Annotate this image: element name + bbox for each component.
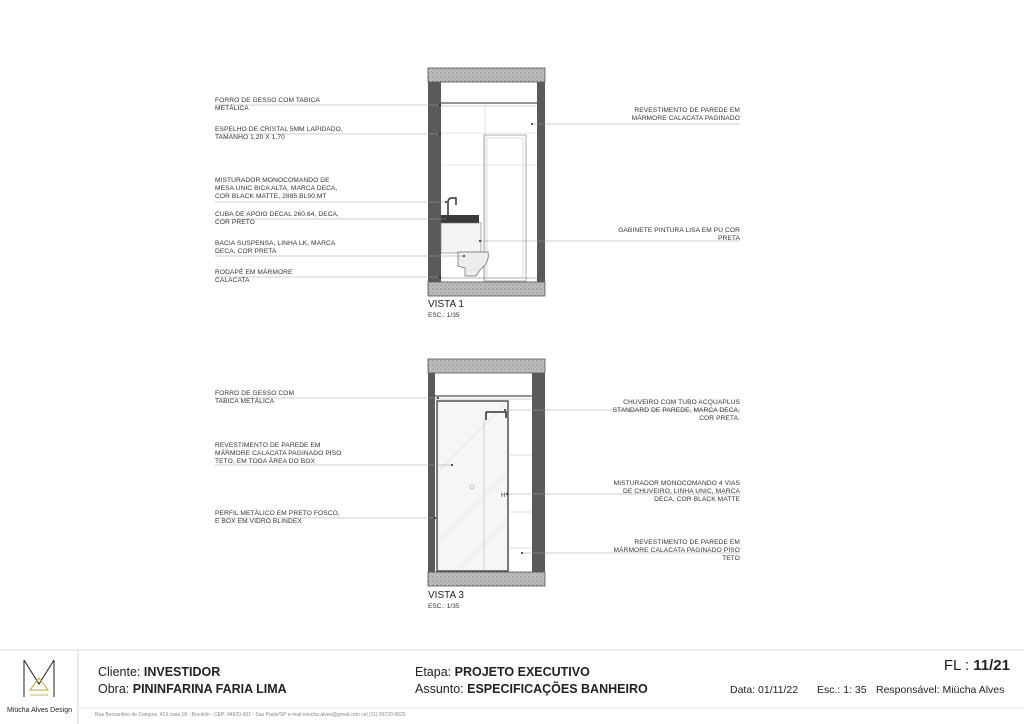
view-scale-vista-3: ESC.: 1/35 (428, 603, 460, 610)
leader-dot (504, 409, 506, 411)
date-field: Data: 01/11/22 (730, 684, 799, 696)
v1-mirror-inner (487, 138, 523, 278)
note-rodape: RODAPÉ EM MÁRMORE CALACATA (215, 269, 293, 284)
view-scale-vista-1: ESC.: 1/35 (428, 312, 460, 319)
v1-slab-bottom (428, 282, 545, 296)
note-espelho: ESPELHO DE CRISTAL 5MM LAPIDADO, TAMANHO 1,20 X 1.70 (215, 126, 343, 141)
v1-wall-left (428, 82, 441, 282)
fl-value: 11/21 (973, 657, 1010, 674)
v3-slab-top (428, 359, 545, 373)
obra-field (98, 682, 287, 696)
note-misturador-mesa: MISTURADOR MONOCOMANDO DE MESA UNIC BICA ALTA, MARCA DECA, COR BLACK MATTE, 2885.BL90.MT (215, 177, 338, 200)
assunto-value: ESPECIFICAÇÕES BANHEIRO (467, 682, 648, 696)
leader-dot (445, 201, 447, 203)
leader-dot (439, 133, 441, 135)
cliente-label: Cliente: (98, 665, 141, 679)
leader-dot (531, 123, 533, 125)
leader-dot (439, 104, 441, 106)
note-revestimento-v3: REVESTIMENTO DE PAREDE EM MÁRMORE CALACATA PAGINADO PISO TETO (613, 539, 740, 562)
etapa-field (415, 665, 590, 679)
leader-dot (463, 255, 465, 257)
scale-field: Esc.: 1: 35 (817, 684, 867, 696)
etapa-label: Etapa: (415, 665, 452, 679)
assunto-field (415, 682, 648, 696)
leader-dot (447, 218, 449, 220)
fl-label: FL : (943, 657, 970, 674)
leader-dot (506, 493, 508, 495)
v1-faucet (448, 198, 456, 215)
note-chuveiro: CHUVEIRO COM TUBO ACQUAPLUS STANDARD DE PAREDE, MARCA DECA, COR PRETA. (612, 399, 740, 422)
view-title-vista-3: VISTA 3 (428, 590, 464, 601)
note-cuba: CUBA DE APOIO DECAL 260.64, DECA, COR PRETO (215, 211, 339, 226)
v1-mirror (484, 135, 526, 281)
note-forro-gesso-v1: FORRO DE GESSO COM TABICA METÁLICA (215, 97, 320, 112)
obra-label: Obra: (98, 682, 130, 696)
logo-name: Miücha Alves Design (7, 707, 72, 714)
note-gabinete: GABINETE PINTURA LISA EM PU COR PRETA (618, 227, 740, 242)
note-revestimento-box: REVESTIMENTO DE PAREDE EM MÁRMORE CALACATA PAGINADO PISO TETO, EM TODA ÁREA DO BOX (215, 442, 342, 465)
company-logo (24, 660, 54, 697)
leader-dot (439, 276, 441, 278)
obra-value: PININFARINA FARIA LIMA (132, 682, 287, 696)
note-revestimento-v1: REVESTIMENTO DE PAREDE EM MÁRMORE CALACATA PAGINADO (631, 107, 740, 122)
v3-wall-right (532, 373, 545, 572)
company-address: Rua Bernardino de Campos, 413 casa 18 - Brooklin - CEP: 04620-001 - Sao Paulo/SP e-mail:miucha.alves@gmail.com cel (11) 99720-5626 (95, 712, 406, 718)
cliente-value: INVESTIDOR (143, 665, 221, 679)
v3-glass-box (437, 401, 508, 571)
leader-dot (437, 397, 439, 399)
leader-dot (434, 517, 436, 519)
note-forro-gesso-v3: FORRO DE GESSO COM TABICA METÁLICA (215, 390, 295, 405)
v3-wall-left (428, 373, 435, 572)
etapa-value: PROJETO EXECUTIVO (454, 665, 590, 679)
v1-wall-right (537, 82, 545, 282)
leader-dot (479, 240, 481, 242)
leader-dot (521, 552, 523, 554)
view-title-vista-1: VISTA 1 (428, 299, 464, 310)
v1-cabinet (441, 223, 481, 253)
v3-slab-bottom (428, 572, 545, 586)
assunto-label: Assunto: (415, 682, 464, 696)
responsible-field: Responsável: Miücha Alves (876, 684, 1005, 696)
leader-dot (451, 464, 453, 466)
v1-slab-top (428, 68, 545, 82)
sheet-number (944, 657, 1010, 674)
cliente-field (98, 665, 220, 679)
note-bacia: BACIA SUSPENSA, LINHA LK, MARCA DECA, COR PRETA (215, 240, 336, 255)
note-perfil-metalico: PERFIL METÁLICO EM PRETO FOSCO, E BOX EM VIDRO BLINDEX (215, 510, 340, 525)
vista-1-elevation (428, 68, 545, 296)
vista-3-elevation (428, 359, 545, 586)
v3-mixer-mark: H (501, 493, 506, 499)
note-misturador-4-vias: MISTURADOR MONOCOMANDO 4 VIAS DE CHUVEIRO, LINHA UNIC, MARCA DECA, COR BLACK MATTE (613, 480, 740, 503)
